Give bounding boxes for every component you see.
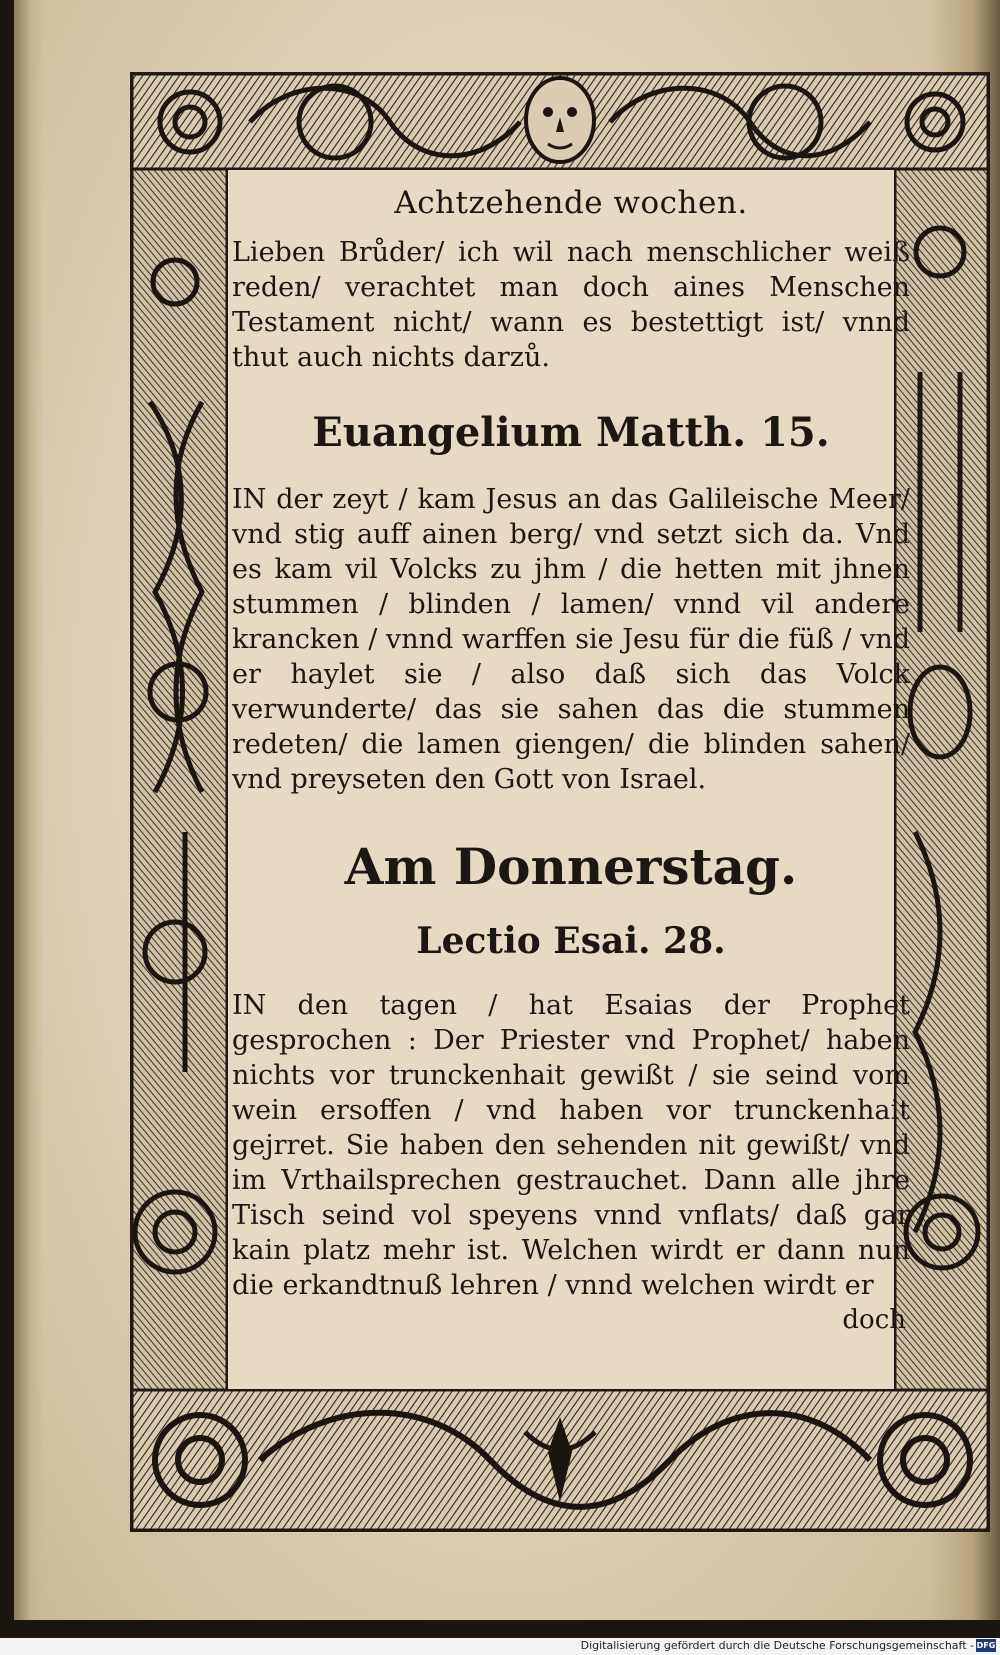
lectio-heading: Lectio Esai. 28. <box>416 920 726 962</box>
grotesque-mask-icon <box>526 78 594 162</box>
day-heading: Am Donnerstag. <box>344 837 798 896</box>
lectio-paragraph: IN den tagen / hat Esaias der Prophet gesprochen : Der Priester vnd Prophet/ haben nichts vor trunckenhait gewißt / sie seind vom wein ersoffen / vnd haben vor trunckenhait gejrret. Sie haben den sehenden nit gewißt/ vnd im Vrthailsprechen gestrauchet. Dann alle jhre Tisch seind vol speyens vnnd vnflats/ daß gar kain platz mehr ist. Welchen wirdt er dann nun die erkandtnuß lehren / vnnd welchen wirdt er <box>232 990 910 1301</box>
running-head: Achtzehende wochen. <box>394 185 748 221</box>
gospel-paragraph: IN der zeyt / kam Jesus an das Galileische Meer/ vnd stig auff ainen berg/ vnd setzt sich da. Vnd es kam vil Volcks zu jhm / die hetten mit jhnen stummen / blinden / lamen/ vnnd vil andere krancken / vnnd warffen sie Jesu für die füß / vnd er haylet sie / also daß sich das Volck verwunderte/ das sie sahen das die stummen redeten/ die lamen giengen/ die blinden sahen/ vnd preyseten den Gott von Israel. <box>232 484 910 795</box>
page-gutter-shadow <box>14 0 44 1620</box>
dfg-logo-icon: DFG <box>976 1641 996 1650</box>
gospel-heading: Euangelium Matth. 15. <box>312 409 830 456</box>
digitization-credit: Digitalisierung gefördert durch die Deutsche Forschungsgemeinschaft - <box>580 1639 974 1652</box>
catchword: doch <box>842 1305 906 1335</box>
epistle-conclusion-paragraph: Lieben Brůder/ ich wil nach menschlicher weiß reden/ verachtet man doch aines Menschen Testament nicht/ wann es bestettigt ist/ vnnd thut auch nichts darzů. <box>232 237 910 373</box>
text-block <box>232 185 910 1375</box>
